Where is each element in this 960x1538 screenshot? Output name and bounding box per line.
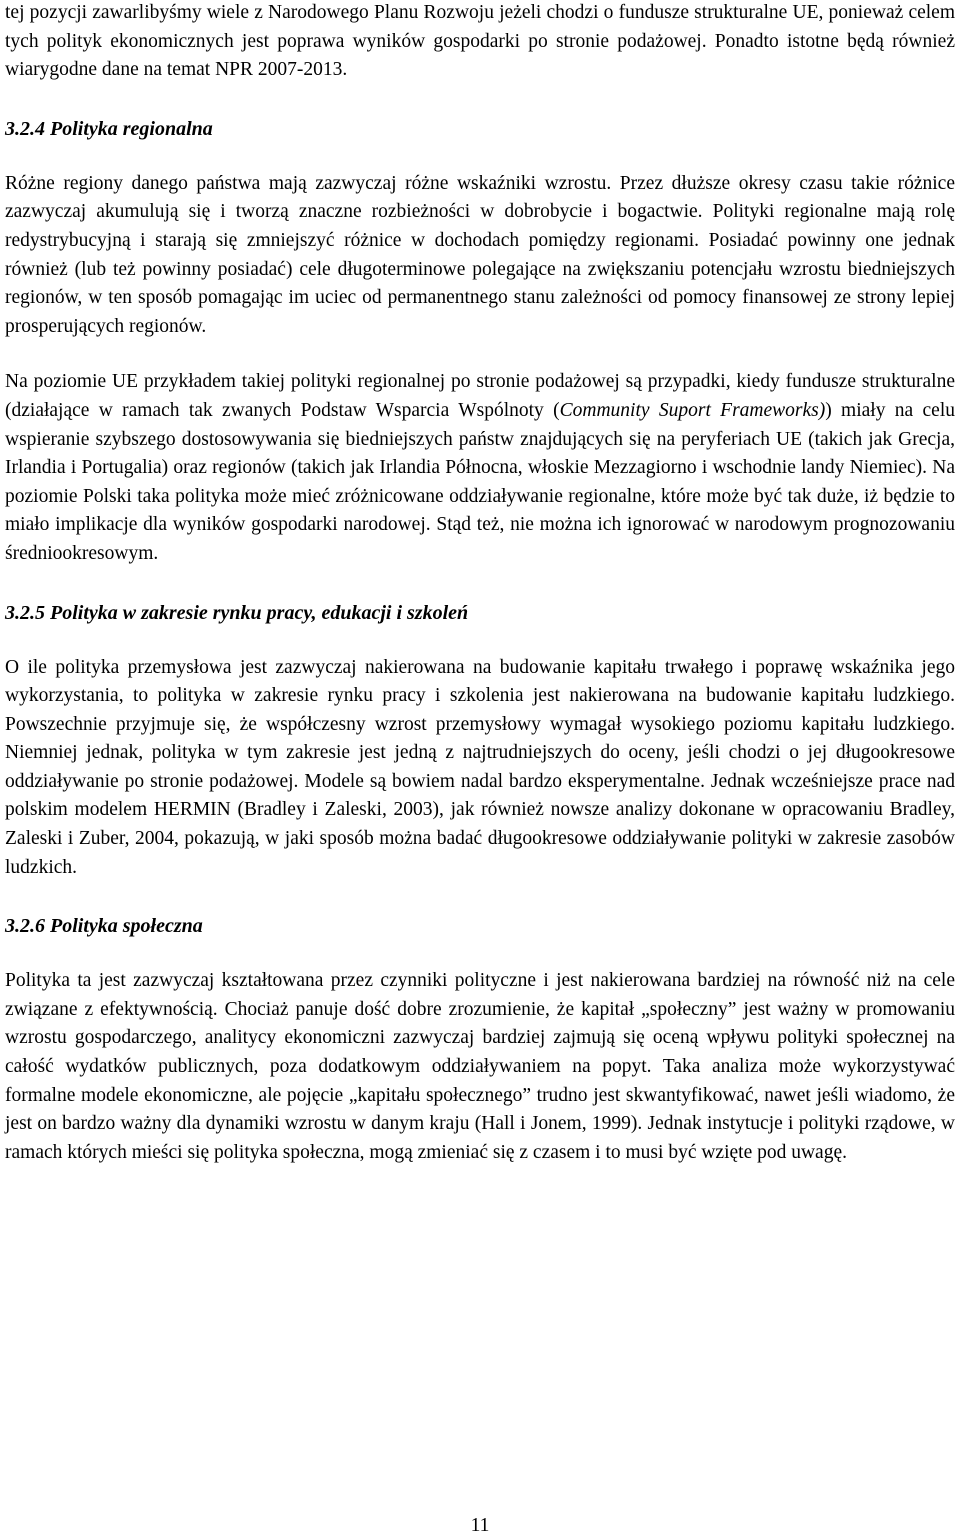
paragraph-text: Na poziomie UE przykładem takiej polityki regionalnej po stronie podażowej są przypadki, kiedy fundusze strukturalne (działające w ramach tak zwanych Podstaw Wsparcia Wspólnoty (	[5, 371, 955, 421]
document-page	[5, 0, 955, 1167]
page-number: 11	[470, 1515, 490, 1536]
regional-policy-paragraph-2	[5, 368, 955, 568]
italic-term: Community Suport Frameworks)	[559, 399, 826, 421]
regional-policy-paragraph-1: Różne regiony danego państwa mają zazwyczaj różne wskaźniki wzrostu. Przez dłuższe okresy czasu takie różnice zazwyczaj akumulują się i tworzą znaczne rozbieżności w dobrobycie i bogactwie. Polityki regionalne mają rolę redystrybucyjną i starają się zmniejszyć różnice w dochodach pomiędzy regionami. Posiadać powinny one jednak również (lub też powinny posiadać) cele długoterminowe polegające na zwiększaniu potencjału wzrostu biedniejszych regionów, w ten sposób pomagając im uciec od permanentnego stanu zależności od pomocy finansowej ze strony lepiej prosperujących regionów.	[5, 172, 955, 337]
section-heading-regional-policy: 3.2.4 Polityka regionalna	[5, 117, 213, 140]
intro-paragraph: tej pozycji zawarlibyśmy wiele z Narodowego Planu Rozwoju jeżeli chodzi o fundusze strukturalne UE, ponieważ celem tych polityk ekonomicznych jest poprawa wyników gospodarki po stronie podażowej. Ponadto istotne będą również wiarygodne dane na temat NPR 2007-2013.	[5, 2, 955, 81]
social-policy-paragraph: Polityka ta jest zazwyczaj kształtowana przez czynniki polityczne i jest nakierowana bardziej na równość niż na cele związane z efektywnością. Chociaż panuje dość dobre zrozumienie, że kapitał „społeczny” jest ważny w promowaniu wzrostu gospodarczego, analitycy ekonomiczni zazwyczaj bardziej zajmują się oceną wpływu polityki społecznej na całość wydatków publicznych, poza dodatkowym oddziaływaniem na popyt. Taka analiza może wykorzystywać formalne modele ekonomiczne, ale pojęcie „kapitału społecznego” trudno jest skwantyfikować, nawet jeśli wiadomo, że jest on bardzo ważny dla dynamiki wzrostu w danym kraju (Hall i Jonem, 1999). Jednak instytucje i polityki rządowe, w ramach których mieści się polityka społeczna, mogą zmieniać się z czasem i to musi być wzięte pod uwagę.	[5, 970, 955, 1163]
section-heading-social-policy: 3.2.6 Polityka społeczna	[5, 915, 203, 938]
labour-market-policy-paragraph: O ile polityka przemysłowa jest zazwyczaj nakierowana na budowanie kapitału trwałego i poprawę wskaźnika jego wykorzystania, to polityka w zakresie rynku pracy i szkolenia jest nakierowana na budowanie kapitału ludzkiego. Powszechnie przyjmuje się, że współczesny wzrost przemysłowy wymagał wysokiego poziomu kapitału ludzkiego. Niemniej jednak, polityka w tym zakresie jest jedną z najtrudniejszych do oceny, jeśli chodzi o jej długookresowe oddziaływanie po stronie podażowej. Modele są bowiem nadal bardzo eksperymentalne. Jednak wcześniejsze prace nad polskim modelem HERMIN (Bradley i Zaleski, 2003), jak również nowsze analizy dokonane w opracowaniu Bradley, Zaleski i Zuber, 2004, pokazują, w jaki sposób można badać długookresowe oddziaływanie polityki w zakresie zasobów ludzkich.	[5, 656, 955, 878]
section-heading-labour-market-policy: 3.2.5 Polityka w zakresie rynku pracy, edukacji i szkoleń	[5, 601, 469, 624]
paragraph-text: ) miały na celu wspieranie szybszego dostosowywania się biedniejszych państw znajdujących się na peryferiach UE (takich jak Grecja, Irlandia i Portugalia) oraz regionów (takich jak Irlandia Północna, włoskie Mezzagiorno i wschodnie landy Niemiec). Na poziomie Polski taka polityka może mieć zróżnicowane oddziaływanie regionalne, które może być tak duże, iż będzie to miało implikacje dla wyników gospodarki narodowej. Stąd też, nie można ich ignorować w narodowym prognozowaniu średniookresowym.	[5, 399, 955, 564]
